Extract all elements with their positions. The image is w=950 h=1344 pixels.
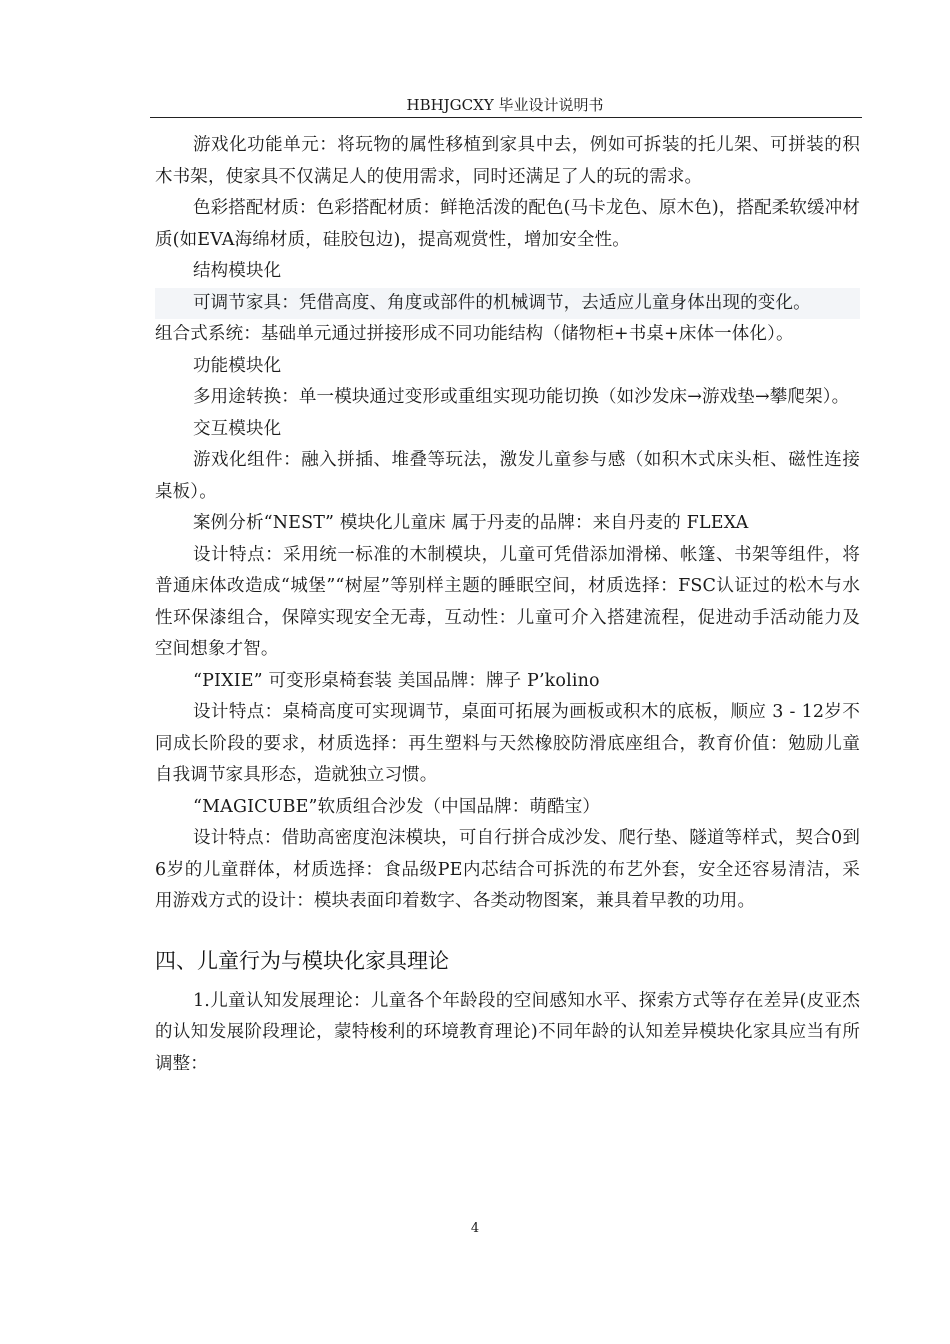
page-header: HBHJGCXY 毕业设计说明书	[406, 96, 604, 114]
paragraph-gamified-units: 游戏化功能单元：将玩物的属性移植到家具中去，例如可拆装的托儿架、可拼装的积木书架，使家具不仅满足人的使用需求，同时还满足了人的玩的需求。	[155, 135, 860, 187]
subheading-structural-modularity: 结构模块化	[193, 261, 282, 281]
subheading-interactive-modularity: 交互模块化	[193, 418, 282, 439]
paragraph-case-nest: 案例分析“NEST” 模块化儿童床 属于丹麦的品牌：来自丹麦的 FLEXA	[193, 513, 749, 533]
paragraph-nest-features: 设计特点：采用统一标准的木制模块，儿童可凭借添加滑梯、帐篷、书架等组件，将普通床体改造成“城堡”“树屋”等别样主题的睡眠空间，材质选择：FSC认证过的松木与水性环保漆组合，保障实现安全无毒，互动性：儿童可介入搭建流程，促进动手活动能力及空间想象才智。	[155, 544, 860, 659]
document-body	[155, 130, 860, 1080]
header-divider	[150, 117, 862, 118]
paragraph-case-magicube: “MAGICUBE”软质组合沙发（中国品牌：萌酷宝）	[193, 796, 601, 817]
page-number: 4	[470, 1221, 480, 1236]
paragraph-combination-system: 组合式系统：基础单元通过拼接形成不同功能结构（储物柜+书桌+床体一体化）。	[155, 324, 794, 344]
paragraph-color-materials: 色彩搭配材质：色彩搭配材质：鲜艳活泼的配色(马卡龙色、原木色)，搭配柔软缓冲材质(如EVA海绵材质，硅胶包边)，提高观赏性，增加安全性。	[155, 198, 861, 250]
paragraph-multipurpose-conversion: 多用途转换：单一模块通过变形或重组实现功能切换（如沙发床→游戏垫→攀爬架）。	[193, 387, 850, 407]
paragraph-cognitive-theory: 1.儿童认知发展理论：儿童各个年龄段的空间感知水平、探索方式等存在差异(皮亚杰的认知发展阶段理论，蒙特梭利的环境教育理论)不同年龄的认知差异模块化家具应当有所调整：	[155, 990, 860, 1074]
subheading-functional-modularity: 功能模块化	[193, 355, 282, 376]
paragraph-case-pixie: “PIXIE” 可变形桌椅套装 美国品牌：牌子 P’kolino	[193, 670, 600, 691]
paragraph-adjustable-furniture: 可调节家具：凭借高度、角度或部件的机械调节，去适应儿童身体出现的变化。	[155, 288, 860, 320]
section-heading: 四、儿童行为与模块化家具理论	[155, 948, 449, 973]
paragraph-pixie-features: 设计特点：桌椅高度可实现调节，桌面可拓展为画板或积木的底板，顺应 3 - 12岁不同成长阶段的要求，材质选择：再生塑料与天然橡胶防滑底座组合，教育价值：勉励儿童自我调节家具形态，造就独立习惯。	[155, 702, 860, 785]
paragraph-magicube-features: 设计特点：借助高密度泡沫模块，可自行拼合成沙发、爬行垫、隧道等样式，契合0到6岁的儿童群体，材质选择：食品级PE内芯结合可拆洗的布艺外套，安全还容易清洁，采用游戏方式的设计：模块表面印着数字、各类动物图案，兼具着早教的功用。	[155, 828, 860, 911]
paragraph-gamified-components: 游戏化组件：融入拼插、堆叠等玩法，激发儿童参与感（如积木式床头柜、磁性连接桌板）。	[155, 450, 860, 502]
